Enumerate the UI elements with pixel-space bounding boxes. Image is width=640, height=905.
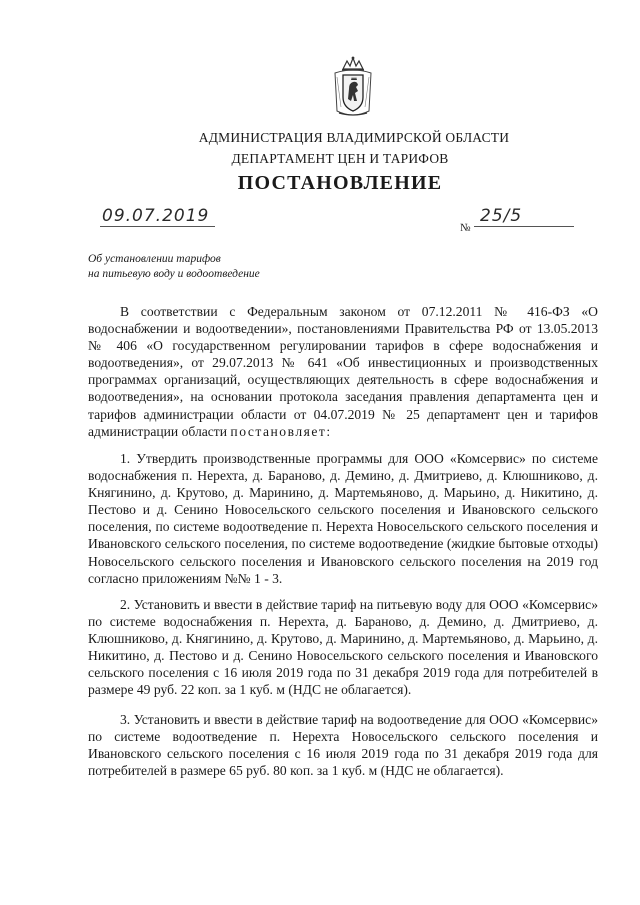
document-date: 09.07.2019	[100, 206, 215, 227]
decree-item: 1. Утвердить производственные программы для ООО «Комсервис» по системе водоснабжения п. Нерехта, д. Бараново, д. Демино, д. Дмитриево, д. Клюшниково, д. Княгинино, д. Крутово, д. Маринино, д. Мартемьяново, д. Марьино, д. Никитино, д. Пестово и д. Сенино Новосельского сельского поселения и Ивановского сельского поселения, по системе водоотведение п. Нерехта Новосельского сельского поселения и Ивановского сельского поселения, по системе водоотведение (жидкие бытовые отходы) Новосельского сельского поселения и Ивановского сельского поселения на 2019 год согласно приложениям №№ 1 - 3.	[88, 451, 598, 586]
decree-item: 3. Установить и ввести в действие тариф на водоотведение для ООО «Комсервис» по системе водоотведение п. Нерехта Новосельского сельского поселения и Ивановского сельского поселения с 16 июля 2019 года по 31 декабря 2019 года для потребителей в размере 65 руб. 80 коп. за 1 куб. м (НДС не облагается).	[88, 712, 598, 779]
organization-name: АДМИНИСТРАЦИЯ ВЛАДИМИРСКОЙ ОБЛАСТИ	[198, 130, 510, 145]
decree-item: 2. Установить и ввести в действие тариф на питьевую воду для ООО «Комсервис» по системе водоснабжения п. Нерехта, д. Бараново, д. Демино, д. Дмитриево, д. Клюшниково, д. Княгинино, д. Крутово, д. Маринино, д. Мартемьяново, д. Марьино, д. Никитино, д. Пестово и д. Сенино Новосельского сельского поселения и Ивановского сельского поселения с 16 июля 2019 года по 31 декабря 2019 года для потребителей в размере 49 руб. 22 коп. за 1 куб. м (НДС не облагается).	[88, 597, 598, 698]
preamble-paragraph	[88, 303, 598, 440]
subject-line: Об установлении тарифов	[88, 253, 221, 265]
document-title: ПОСТАНОВЛЕНИЕ	[237, 172, 443, 194]
coat-of-arms-icon	[331, 55, 375, 119]
decree-word: постановляет:	[230, 423, 332, 439]
department-name: ДЕПАРТАМЕНТ ЦЕН И ТАРИФОВ	[231, 151, 449, 166]
preamble-text: В соответствии с Федеральным законом от 07.12.2011 № 416-ФЗ «О водоснабжении и водоотведении», постановлениями Правительства РФ от 13.05.2013 № 406 «О государственном регулировании тарифов в сфере водоснабжения и водоотведения», от 29.07.2013 № 641 «Об инвестиционных и производственных программах организаций, осуществляющих деятельность в сфере водоснабжения и водоотведения», на основании протокола заседания правления департамента цен и тарифов администрации области от 04.07.2019 № 25 департамент цен и тарифов администрации области	[88, 304, 598, 439]
document-subject	[88, 252, 260, 282]
document-number: 25/5	[474, 206, 574, 227]
number-label: №	[460, 222, 471, 234]
subject-line: на питьевую воду и водоотведение	[88, 268, 260, 280]
